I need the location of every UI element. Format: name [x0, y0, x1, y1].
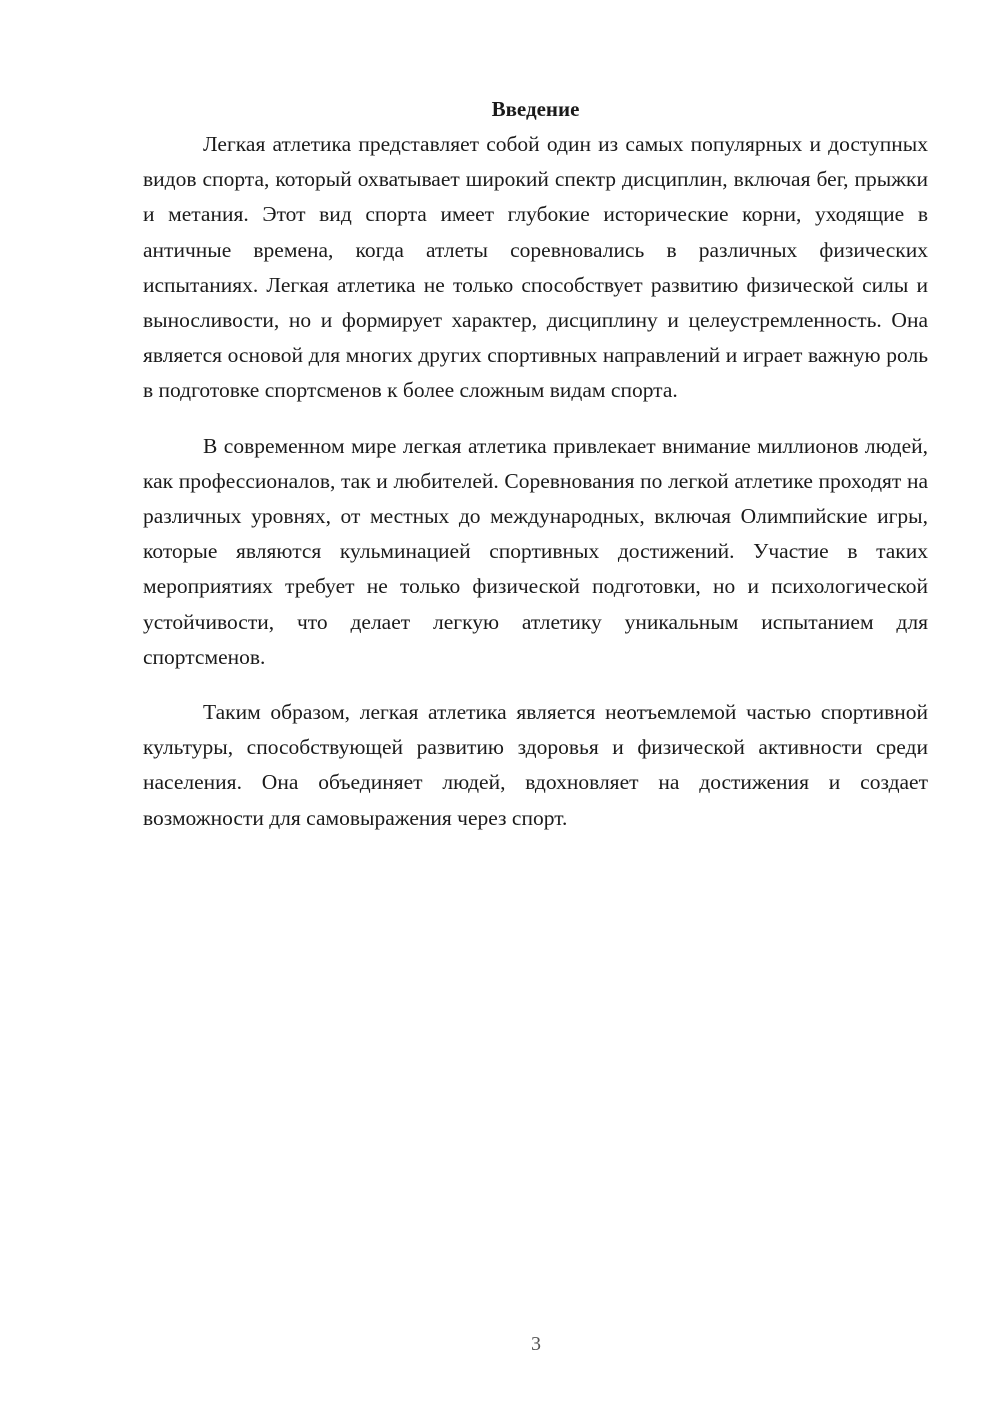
section-title: Введение	[491, 97, 580, 121]
paragraph-1: Легкая атлетика представляет собой один из самых популярных и доступных видов спорта, который охватывает широкий спектр дисциплин, включая бег, прыжки и метания. Этот вид спорта имеет глубокие исторические корни, уходящие в античные времена, когда атлеты соревновались в различных физических испытаниях. Легкая атлетика не только способствует развитию физической силы и выносливости, но и формирует характер, дисциплину и целеустремленность. Она является основой для многих других спортивных направлений и играет важную роль в подготовке спортсменов к более сложным видам спорта.	[143, 132, 928, 403]
paragraph-3: Таким образом, легкая атлетика является неотъемлемой частью спортивной культуры, способствующей развитию здоровья и физической активности среди населения. Она объединяет людей, вдохновляет на достижения и создает возможности для самовыражения через спорт.	[143, 700, 928, 830]
paragraph-2: В современном мире легкая атлетика привлекает внимание миллионов людей, как профессионалов, так и любителей. Соревнования по легкой атлетике проходят на различных уровнях, от местных до международных, включая Олимпийские игры, которые являются кульминацией спортивных достижений. Участие в таких мероприятиях требует не только физической подготовки, но и психологической устойчивости, что делает легкую атлетику уникальным испытанием для спортсменов.	[143, 433, 928, 669]
page-number: 3	[531, 1333, 541, 1355]
page-content	[143, 92, 928, 856]
